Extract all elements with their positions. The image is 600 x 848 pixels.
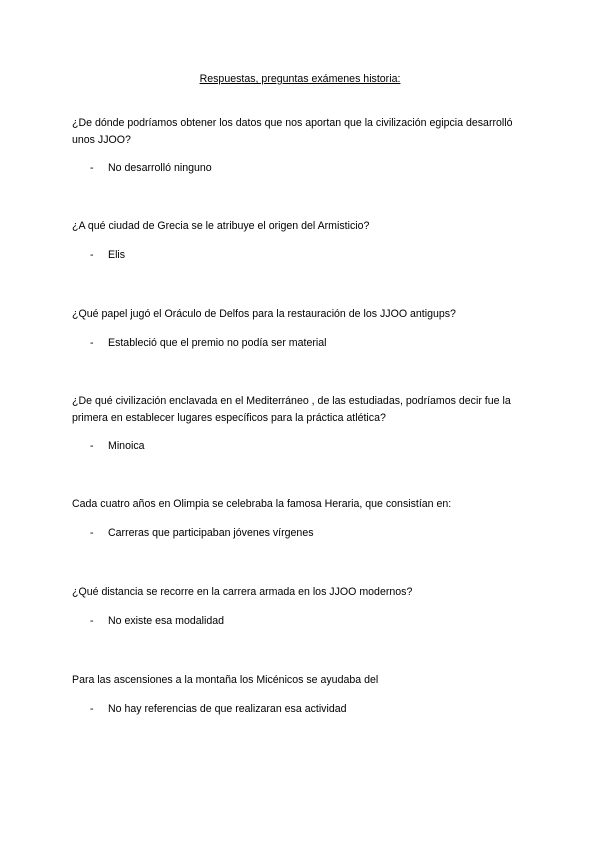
answer-text: No desarrolló ninguno [108,162,212,174]
question-2: ¿A qué ciudad de Grecia se le atribuye el origen del Armisticio? [72,220,370,232]
answer-5 [90,525,530,542]
answer-4 [90,438,530,455]
bullet-dash: - [90,337,94,349]
bullet-dash: - [90,615,94,627]
answer-7 [90,701,530,718]
answer-text: Estableció que el premio no podía ser material [108,337,327,349]
bullet-dash: - [90,162,94,174]
answer-text: Elis [108,249,126,261]
bullet-dash: - [90,703,94,715]
bullet-dash: - [90,527,94,539]
question-6: ¿Qué distancia se recorre en la carrera armada en los JJOO modernos? [72,586,413,598]
question-5: Cada cuatro años en Olimpia se celebraba la famosa Heraria, que consistían en: [72,498,452,510]
bullet-dash: - [90,440,94,452]
answer-6 [90,613,530,630]
question-7: Para las ascensiones a la montaña los Micénicos se ayudaba del [72,674,379,686]
answer-3 [90,335,530,352]
question-3: ¿Qué papel jugó el Oráculo de Delfos para la restauración de los JJOO antigups? [72,308,456,320]
answer-text: No hay referencias de que realizaran esa actividad [108,703,347,715]
document-title: Respuestas, preguntas exámenes historia: [199,73,401,85]
answer-text: Minoica [108,440,145,452]
answer-text: No existe esa modalidad [108,615,225,627]
answer-2 [90,247,530,264]
question-1: ¿De dónde podríamos obtener los datos que nos aportan que la civilización egipcia desarrolló unos JJOO? [72,117,513,146]
answer-text: Carreras que participaban jóvenes vírgenes [108,527,314,539]
bullet-dash: - [90,249,94,261]
answer-1 [90,160,530,177]
question-4: ¿De qué civilización enclavada en el Mediterráneo , de las estudiadas, podríamos decir fue la primera en establecer lugares específicos para la práctica atlética? [72,395,511,424]
